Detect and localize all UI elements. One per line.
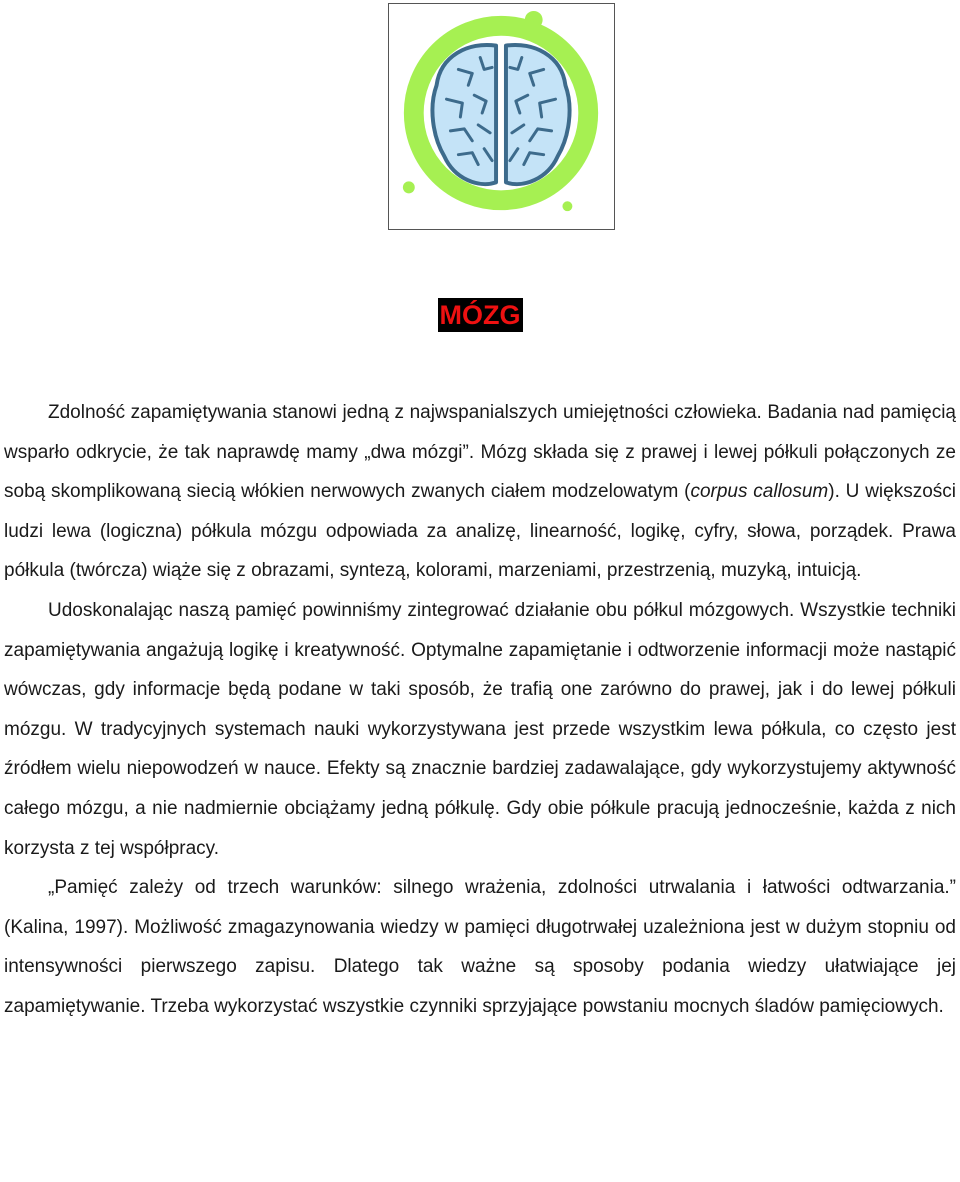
paragraph: Zdolność zapamiętywania stanowi jedną z najwspanialszych umiejętności człowieka. Badania nad pamięcią wsparło odkrycie, że tak naprawdę mamy „dwa mózgi”. Mózg składa się z prawej i lewej półkuli połączonych ze sobą skomplikowaną siecią włókien nerwowych zwanych ciałem modzelowatym (corpus callosum). U większości ludzi lewa (logiczna) półkula mózgu odpowiada za analizę, linearność, logikę, cyfry, słowa, porządek. Prawa półkula (twórcza) wiąże się z obrazami, syntezą, kolorami, marzeniami, przestrzenią, muzyką, intuicją. bbox=[4, 402, 956, 582]
brain-logo bbox=[388, 3, 615, 230]
article-body bbox=[4, 393, 956, 1027]
latin-term: corpus callosum bbox=[690, 481, 829, 503]
paragraph: „Pamięć zależy od trzech warunków: silnego wrażenia, zdolności utrwalania i łatwości odtwarzania.” (Kalina, 1997). Możliwość zmagazynowania wiedzy w pamięci długotrwałej uzależniona jest w dużym stopniu od intensywności pierwszego zapisu. Dlatego tak ważne są sposoby podania wiedzy ułatwiające jej zapamiętywanie. Trzeba wykorzystać wszystkie czynniki sprzyjające powstaniu mocnych śladów pamięciowych. bbox=[4, 877, 956, 1017]
brain-icon bbox=[389, 4, 614, 229]
paragraph: Udoskonalając naszą pamięć powinniśmy zintegrować działanie obu półkul mózgowych. Wszystkie techniki zapamiętywania angażują logikę i kreatywność. Optymalne zapamiętanie i odtworzenie informacji może nastąpić wówczas, gdy informacje będą podane w taki sposób, że trafią one zarówno do prawej, jak i do lewej półkuli mózgu. W tradycyjnych systemach nauki wykorzystywana jest przede wszystkim lewa półkula, co często jest źródłem wielu niepowodzeń w nauce. Efekty są znacznie bardziej zadawalające, gdy wykorzystujemy aktywność całego mózgu, a nie nadmiernie obciążamy jedną półkulę. Gdy obie półkule pracują jednocześnie, każda z nich korzysta z tej współpracy. bbox=[4, 599, 956, 859]
page-title: MÓZG bbox=[439, 300, 521, 330]
